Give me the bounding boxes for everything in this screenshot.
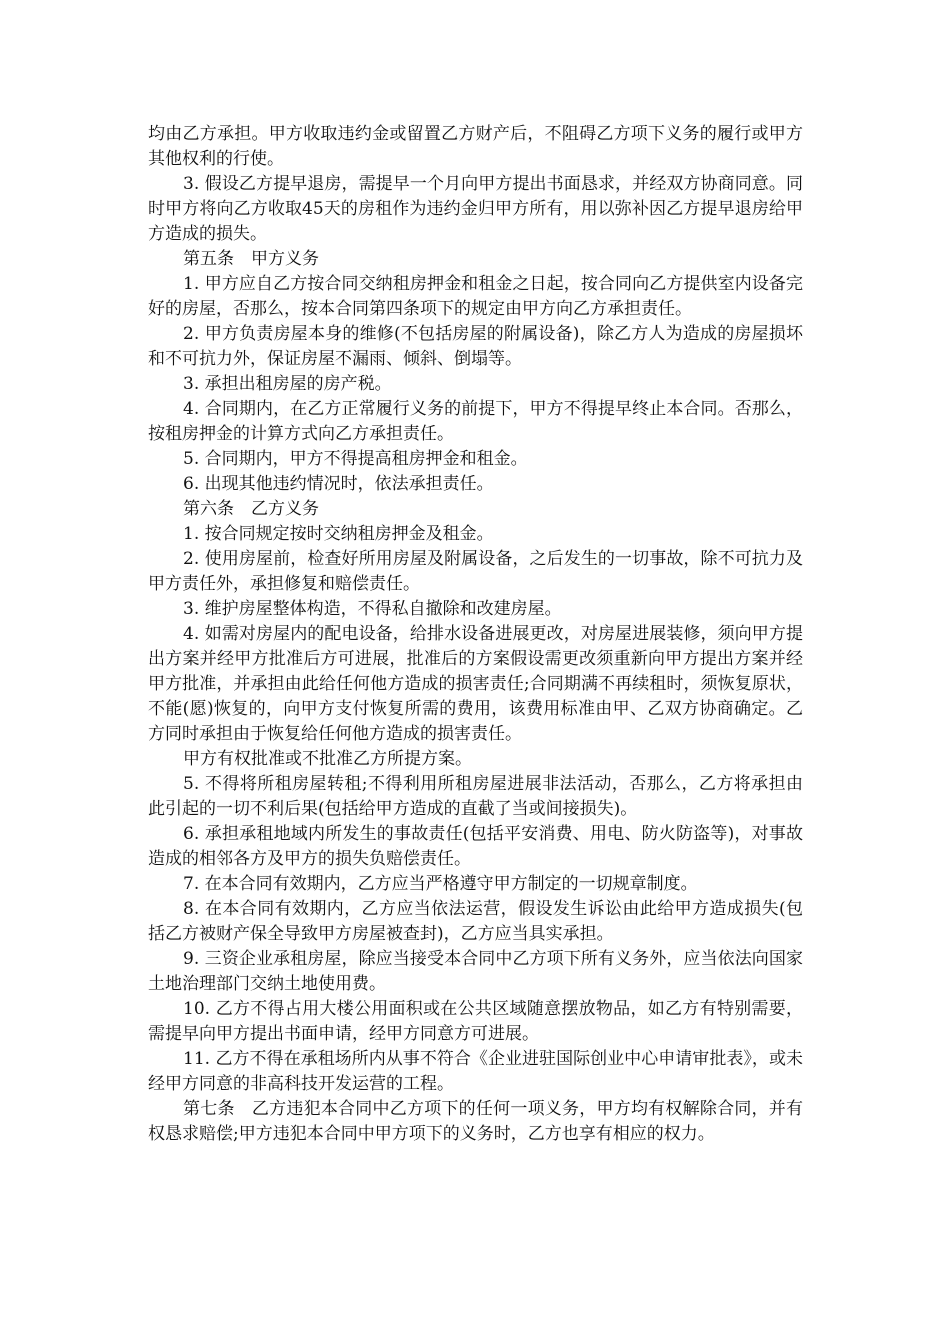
paragraph: 8. 在本合同有效期内，乙方应当依法运营，假设发生诉讼由此给甲方造成损失(包括乙方被财产保全导致甲方房屋被查封)，乙方应当具实承担。 bbox=[148, 899, 803, 944]
section-heading: 第六条 乙方义务 bbox=[183, 499, 319, 519]
paragraph: 6. 承担承租地域内所发生的事故责任(包括平安消费、用电、防火防盗等)，对事故造成的相邻各方及甲方的损失负赔偿责任。 bbox=[148, 824, 803, 869]
paragraph: 9. 三资企业承租房屋，除应当接受本合同中乙方项下所有义务外，应当依法向国家土地治理部门交纳土地使用费。 bbox=[148, 949, 803, 994]
paragraph: 均由乙方承担。甲方收取违约金或留置乙方财产后，不阻碍乙方项下义务的履行或甲方其他权利的行使。 bbox=[148, 124, 803, 169]
document-body bbox=[148, 122, 803, 1147]
paragraph: 3. 假设乙方提早退房，需提早一个月向甲方提出书面恳求，并经双方协商同意。同时甲方将向乙方收取45天的房租作为违约金归甲方所有，用以弥补因乙方提早退房给甲方造成的损失。 bbox=[148, 174, 803, 244]
paragraph: 4. 合同期内，在乙方正常履行义务的前提下，甲方不得提早终止本合同。否那么，按租房押金的计算方式向乙方承担责任。 bbox=[148, 399, 803, 444]
paragraph: 甲方有权批准或不批准乙方所提方案。 bbox=[183, 749, 472, 769]
paragraph: 3. 维护房屋整体构造，不得私自撤除和改建房屋。 bbox=[183, 599, 562, 619]
paragraph: 10. 乙方不得占用大楼公用面积或在公共区域随意摆放物品，如乙方有特别需要，需提早向甲方提出书面申请，经甲方同意方可进展。 bbox=[148, 999, 803, 1044]
paragraph: 2. 甲方负责房屋本身的维修(不包括房屋的附属设备)，除乙方人为造成的房屋损坏和不可抗力外，保证房屋不漏雨、倾斜、倒塌等。 bbox=[148, 324, 803, 369]
paragraph: 11. 乙方不得在承租场所内从事不符合《企业进驻国际创业中心申请审批表》，或未经甲方同意的非高科技开发运营的工程。 bbox=[148, 1049, 803, 1094]
paragraph: 1. 按合同规定按时交纳租房押金及租金。 bbox=[183, 524, 494, 544]
paragraph: 5. 不得将所租房屋转租;不得利用所租房屋进展非法活动，否那么，乙方将承担由此引起的一切不利后果(包括给甲方造成的直截了当或间接损失)。 bbox=[148, 774, 803, 819]
paragraph: 7. 在本合同有效期内，乙方应当严格遵守甲方制定的一切规章制度。 bbox=[183, 874, 698, 894]
section-heading: 第七条 乙方违犯本合同中乙方项下的任何一项义务，甲方均有权解除合同，并有权恳求赔偿;甲方违犯本合同中甲方项下的义务时，乙方也享有相应的权力。 bbox=[148, 1099, 803, 1144]
paragraph: 1. 甲方应自乙方按合同交纳租房押金和租金之日起，按合同向乙方提供室内设备完好的房屋，否那么，按本合同第四条项下的规定由甲方向乙方承担责任。 bbox=[148, 274, 803, 319]
paragraph: 4. 如需对房屋内的配电设备，给排水设备进展更改，对房屋进展装修，须向甲方提出方案并经甲方批准后方可进展，批准后的方案假设需更改须重新向甲方提出方案并经甲方批准，并承担由此给任何他方造成的损害责任;合同期满不再续租时，须恢复原状，不能(愿)恢复的，向甲方支付恢复所需的费用，该费用标准由甲、乙双方协商确定。乙方同时承担由于恢复给任何他方造成的损害责任。 bbox=[148, 624, 803, 744]
paragraph: 6. 出现其他违约情况时，依法承担责任。 bbox=[183, 474, 494, 494]
paragraph: 5. 合同期内，甲方不得提高租房押金和租金。 bbox=[183, 449, 528, 469]
section-heading: 第五条 甲方义务 bbox=[183, 249, 319, 269]
paragraph: 3. 承担出租房屋的房产税。 bbox=[183, 374, 392, 394]
paragraph: 2. 使用房屋前，检查好所用房屋及附属设备，之后发生的一切事故，除不可抗力及甲方责任外，承担修复和赔偿责任。 bbox=[148, 549, 803, 594]
